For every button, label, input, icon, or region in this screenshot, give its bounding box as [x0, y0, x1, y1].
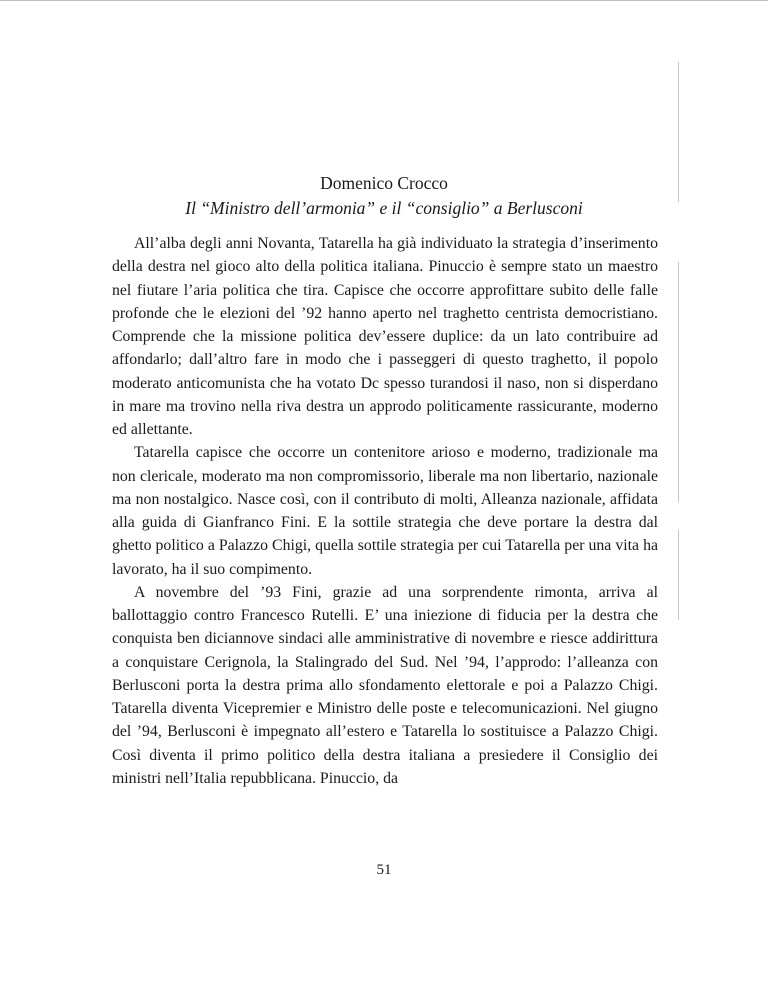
- chapter-title: Il “Ministro dell’armonia” e il “consiglio” a Berlusconi: [185, 198, 583, 218]
- body-text: [112, 232, 658, 790]
- author-name: Domenico Crocco: [320, 173, 448, 193]
- scan-artifact-line: [678, 530, 679, 620]
- paragraph: Tatarella capisce che occorre un contenitore arioso e moderno, tradizionale ma non clericale, moderato ma non compromissorio, liberale ma non libertario, nazionale ma non nostalgico. Nasce così, con il contributo di molti, Alleanza nazionale, affidata alla guida di Gianfranco Fini. E la sottile strategia che deve portare la destra dal ghetto politico a Palazzo Chigi, quella sottile strategia per cui Tatarella per una vita ha lavorato, ha il suo compimento.: [112, 444, 658, 578]
- scan-artifact-line: [678, 262, 679, 502]
- paragraph: A novembre del ’93 Fini, grazie ad una sorprendente rimonta, arriva al ballottaggio contro Francesco Rutelli. E’ una iniezione di fiducia per la destra che conquista ben diciannove sindaci alle amministrative di novembre e riesce addirittura a conquistare Cerignola, la Stalingrado del Sud. Nel ’94, l’approdo: l’alleanza con Berlusconi porta la destra prima allo sfondamento elettorale e poi a Palazzo Chigi. Tatarella diventa Vicepremier e Ministro delle poste e telecomunicazioni. Nel giugno del ’94, Berlusconi è impegnato all’estero e Tatarella lo sostituisce a Palazzo Chigi. Così diventa il primo politico della destra italiana a presiedere il Consiglio dei ministri nell’Italia repubblicana. Pinuccio, da: [112, 583, 658, 787]
- page-number: 51: [376, 862, 392, 878]
- paragraph: All’alba degli anni Novanta, Tatarella ha già individuato la strategia d’inserimento della destra nel gioco alto della politica italiana. Pinuccio è sempre stato un maestro nel fiutare l’aria politica che tira. Capisce che occorre approfittare subito delle falle profonde che le elezioni del ’92 hanno aperto nel traghetto centrista democristiano. Comprende che la missione politica dev’essere duplice: da un lato contribuire ad affondarlo; dall’altro fare in modo che i passeggeri di questo traghetto, il popolo moderato anticomunista che ha votato Dc spesso turandosi il naso, non si disperdano in mare ma trovino nella riva destra un approdo politicamente rassicurante, moderno ed allettante.: [112, 235, 658, 438]
- top-border-line: [0, 0, 768, 1]
